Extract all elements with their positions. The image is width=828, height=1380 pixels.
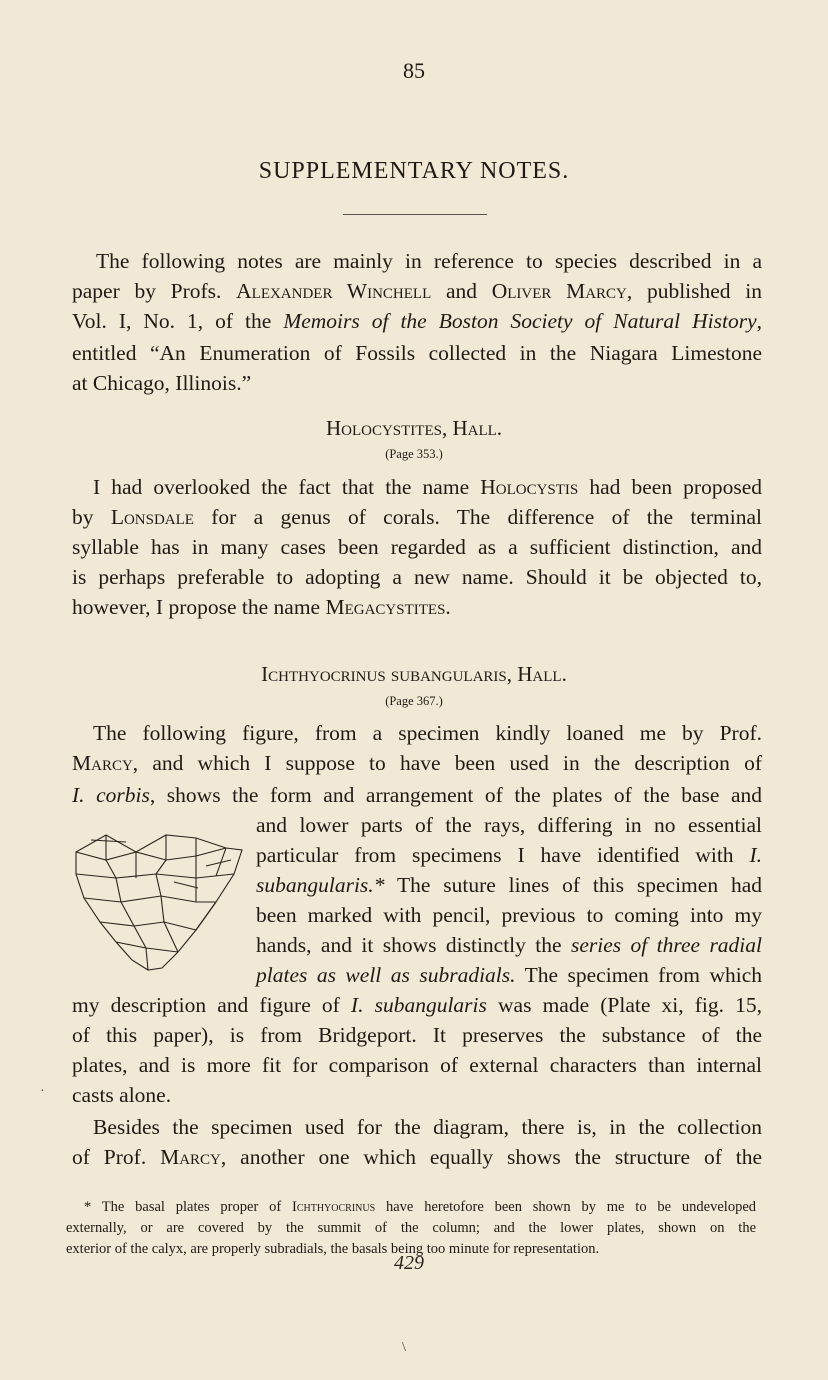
paragraph-line: I had overlooked the fact that the name Holocystis had been proposed (93, 475, 762, 499)
paragraph-line: paper by Profs. Alexander Winchell and Oliver Marcy, published in (72, 279, 762, 303)
paragraph-line: hands, and it shows distinctly the series of three radial (256, 933, 763, 957)
paragraph-line: I. corbis, shows the form and arrangement of the plates of the base and (72, 783, 763, 807)
margin-mark: \ (402, 1340, 406, 1355)
paragraph-line: however, I propose the name Megacystites. (72, 595, 451, 619)
paragraph-line: my description and figure of I. subangularis was made (Plate xi, fig. 15, (72, 993, 763, 1017)
paragraph-line: at Chicago, Illinois.” (72, 371, 252, 395)
calyx-plate-diagram (66, 830, 246, 975)
margin-dot: · (40, 1084, 45, 1099)
footnote-line: exterior of the calyx, are properly subradials, the basals being too minute for representation. (66, 1241, 600, 1257)
footnote-line: externally, or are covered by the summit of the column; and the lower plates, shown on the (66, 1220, 756, 1236)
paragraph-line: entitled “An Enumeration of Fossils collected in the Niagara Limestone (72, 341, 762, 365)
page-reference: (Page 367.) (385, 694, 443, 708)
paragraph-line: Besides the specimen used for the diagram, there is, in the collection (93, 1115, 762, 1139)
paragraph-line: been marked with pencil, previous to coming into my (256, 903, 762, 927)
page-reference: (Page 353.) (385, 447, 443, 461)
paragraph-line: Marcy, and which I suppose to have been used in the description of (72, 751, 762, 775)
paragraph-line: and lower parts of the rays, differing in no essential (256, 813, 762, 837)
heading-rule (343, 214, 487, 215)
paragraph-line: casts alone. (72, 1083, 172, 1107)
paragraph-line: plates as well as subradials. The specimen from which (256, 963, 762, 987)
section-title: Ichthyocrinus subangularis, Hall. (261, 662, 567, 686)
footnote-line: * The basal plates proper of Ichthyocrinus have heretofore been shown by me to be undeveloped (84, 1199, 757, 1215)
paragraph-line: Vol. I, No. 1, of the Memoirs of the Boston Society of Natural History, (72, 309, 762, 333)
paragraph-line: is perhaps preferable to adopting a new name. Should it be objected to, (72, 565, 762, 589)
paragraph-line: The following figure, from a specimen kindly loaned me by Prof. (93, 721, 762, 745)
paragraph-line: particular from specimens I have identified with I. (256, 843, 763, 867)
page-number: 85 (403, 58, 425, 83)
paragraph-line: of this paper), is from Bridgeport. It preserves the substance of the (72, 1023, 762, 1047)
paragraph-line: plates, and is more fit for comparison of external characters than internal (72, 1053, 762, 1077)
paragraph-line: subangularis.* The suture lines of this specimen had (256, 873, 762, 897)
handwritten-signature: 429 (394, 1252, 424, 1274)
paragraph-line: by Lonsdale for a genus of corals. The difference of the terminal (72, 505, 763, 529)
section-title: Holocystites, Hall. (325, 416, 503, 440)
paragraph-line: syllable has in many cases been regarded as a sufficient distinction, and (72, 535, 762, 559)
paragraph-line: of Prof. Marcy, another one which equally shows the structure of the (72, 1145, 762, 1169)
paragraph-line: The following notes are mainly in reference to species described in a (96, 249, 762, 273)
page-heading: SUPPLEMENTARY NOTES. (258, 158, 570, 184)
